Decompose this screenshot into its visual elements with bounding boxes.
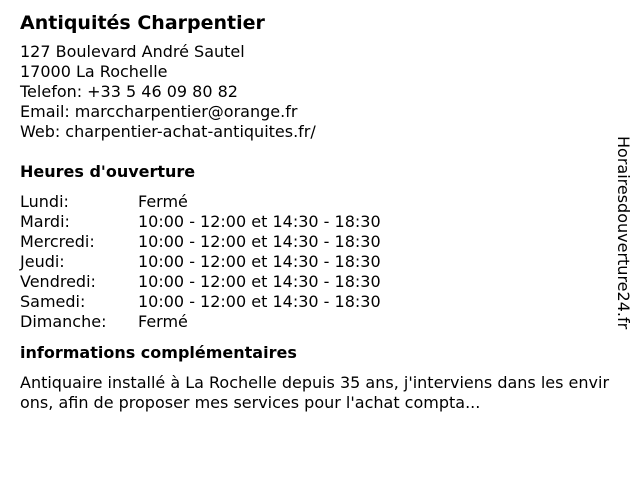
- phone-line: [20, 82, 610, 102]
- hours-row: [20, 312, 381, 332]
- opening-hours-heading: Heures d'ouverture: [20, 162, 196, 181]
- day-hours: 10:00 - 12:00 et 14:30 - 18:30: [138, 252, 381, 271]
- phone-number[interactable]: +33 5 46 09 80 82: [87, 82, 238, 101]
- web-line: [20, 122, 610, 142]
- opening-hours-table: [20, 192, 381, 332]
- day-hours: 10:00 - 12:00 et 14:30 - 18:30: [138, 292, 381, 311]
- business-card: [20, 10, 610, 413]
- day-label: Dimanche:: [20, 312, 107, 331]
- day-hours: 10:00 - 12:00 et 14:30 - 18:30: [138, 212, 381, 231]
- day-label: Lundi:: [20, 192, 69, 211]
- street-address: 127 Boulevard André Sautel: [20, 42, 245, 61]
- site-brand-vertical: Horairesdouverture24.fr: [614, 136, 633, 330]
- day-label: Samedi:: [20, 292, 86, 311]
- email-label: Email:: [20, 102, 70, 121]
- additional-info-text: Antiquaire installé à La Rochelle depuis 35 ans, j'interviens dans les environs, afin de proposer mes services pour l'achat compta...: [20, 373, 610, 412]
- email-line: [20, 102, 610, 122]
- hours-row: [20, 292, 381, 312]
- additional-info-heading: informations complémentaires: [20, 343, 297, 362]
- website-link[interactable]: charpentier-achat-antiquites.fr/: [65, 122, 316, 141]
- phone-label: Telefon:: [20, 82, 83, 101]
- day-hours: 10:00 - 12:00 et 14:30 - 18:30: [138, 272, 381, 291]
- email-address[interactable]: marccharpentier@orange.fr: [74, 102, 298, 121]
- day-hours: 10:00 - 12:00 et 14:30 - 18:30: [138, 232, 381, 251]
- day-label: Jeudi:: [20, 252, 65, 271]
- web-label: Web:: [20, 122, 61, 141]
- hours-row: [20, 272, 381, 292]
- day-label: Mercredi:: [20, 232, 95, 251]
- hours-row: [20, 212, 381, 232]
- day-label: Mardi:: [20, 212, 70, 231]
- day-hours: Fermé: [138, 312, 188, 331]
- city-address: 17000 La Rochelle: [20, 62, 168, 81]
- hours-row: [20, 232, 381, 252]
- day-hours: Fermé: [138, 192, 188, 211]
- hours-row: [20, 192, 381, 212]
- day-label: Vendredi:: [20, 272, 96, 291]
- hours-row: [20, 252, 381, 272]
- business-name: Antiquités Charpentier: [20, 12, 265, 34]
